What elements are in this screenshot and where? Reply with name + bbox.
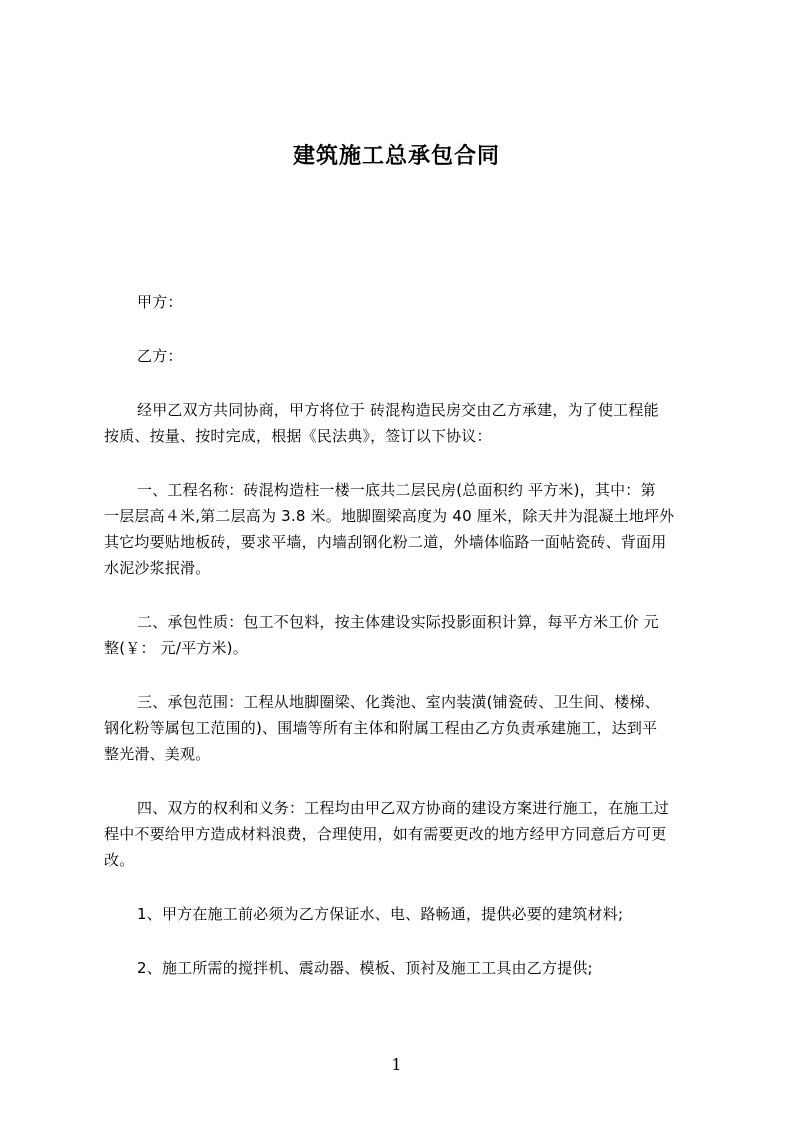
intro-line-1: 经甲乙双方共同协商，甲方将位于 砖混构造民房交由乙方承建，为了使工程能: [137, 401, 659, 419]
list-item-2: 2、施工所需的搅拌机、震动器、模板、顶衬及施工工具由乙方提供;: [137, 959, 593, 977]
section-4-line-3: 改。: [104, 851, 135, 869]
party-b-label: 乙方：: [137, 347, 183, 365]
section-3-line-3: 整光滑、美观。: [104, 745, 211, 763]
section-1-line-4: 水泥沙浆抿滑。: [104, 559, 211, 577]
section-2-line-1: 二、承包性质：包工不包料，按主体建设实际投影面积计算，每平方米工价 元: [137, 613, 659, 631]
section-2-line-2: 整(￥： 元/平方米)。: [104, 639, 248, 657]
section-3-line-1: 三、承包范围：工程从地脚圈梁、化粪池、室内装潢(铺瓷砖、卫生间、楼梯、: [137, 693, 660, 711]
list-item-1: 1、甲方在施工前必须为乙方保证水、电、路畅通，提供必要的建筑材料;: [137, 905, 624, 923]
section-1-line-1: 一、工程名称：砖混构造柱一楼一底共二层民房(总面积约 平方米)，其中：第: [137, 481, 656, 499]
page-number: 1: [391, 1055, 402, 1074]
intro-line-2: 按质、按量、按时完成，根据《民法典》，签订以下协议：: [104, 427, 492, 445]
section-3-line-2: 钢化粉等属包工范围的)、围墙等所有主体和附属工程由乙方负责承建施工，达到平: [104, 719, 658, 737]
section-1-line-2: 一层层高４米,第二层高为 3.8 米。地脚圈梁高度为 40 厘米，除天井为混凝土地坪外: [104, 507, 675, 525]
section-4-line-1: 四、双方的权利和义务：工程均由甲乙双方协商的建设方案进行施工，在施工过: [137, 799, 670, 817]
document-title: 建筑施工总承包合同: [292, 144, 500, 169]
section-4-line-2: 程中不要给甲方造成材料浪费，合理使用，如有需要更改的地方经甲方同意后方可更: [104, 825, 667, 843]
party-a-label: 甲方：: [137, 293, 183, 311]
section-1-line-3: 其它均要贴地板砖，要求平墙，内墙刮钢化粉二道，外墙体临路一面帖瓷砖、背面用: [104, 533, 667, 551]
